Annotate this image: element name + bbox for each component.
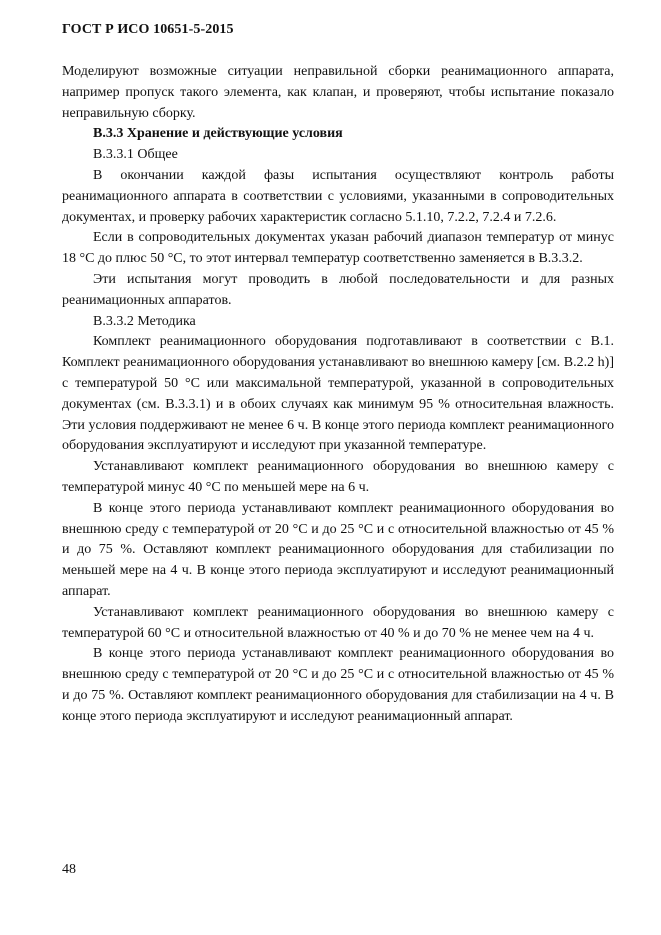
paragraph-stabilize-1: В конце этого периода устанавливают комплект реанимационного оборудования во внешнюю среду с температурой от 20 °С и до 25 °С и с относительной влажностью от 45 % и до 75 %. Оставляют комплект реанимационного оборудования для стабилизации по меньшей мере на 4 ч. В конце этого периода эксплуатируют и исследуют реанимационный аппарат. <box>62 500 614 599</box>
section-heading: В.3.3 Хранение и действующие условия <box>93 126 343 142</box>
paragraph-hot-humid: Комплект реанимационного оборудования подготавливают в соответствии с В.1. Комплект реанимационного оборудования устанавливают во внешнюю камеру [см. В.2.2 h)] с температурой 50 °С или максимальной температурой, указанной в сопроводительных документах (см. В.3.3.1) и в обоих случаях как минимум 95 % относительная влажность. Эти условия поддерживают не менее 6 ч. В конце этого периода комплект реанимационного оборудования эксплуатируют и исследуют при указанной температуре. <box>62 334 614 454</box>
page-number: 48 <box>62 862 76 877</box>
document-standard-id: ГОСТ Р ИСО 10651-5-2015 <box>62 22 234 37</box>
document-body <box>62 62 614 728</box>
paragraph-stabilize-2: В конце этого периода устанавливают комплект реанимационного оборудования во внешнюю среду с температурой от 20 °С и до 25 °С и с относительной влажностью от 45 % и до 75 %. Оставляют комплект реанимационного оборудования для стабилизации на 4 ч. В конце этого периода эксплуатируют и исследуют реанимационный аппарат. <box>62 646 614 724</box>
paragraph-test-order: Эти испытания могут проводить в любой последовательности и для разных реанимационных аппаратов. <box>62 271 614 308</box>
paragraph-hot-dry: Устанавливают комплект реанимационного оборудования во внешнюю камеру с температурой 60 °С и относительной влажностью от 40 % и до 70 % не менее чем на 4 ч. <box>62 604 614 641</box>
subsection-heading-method: В.3.3.2 Методика <box>93 313 196 329</box>
paragraph-temperature-range: Если в сопроводительных документах указан рабочий диапазон температур от минус 18 °С до плюс 50 °С, то этот интервал температур соответственно заменяется в В.3.3.2. <box>62 230 614 267</box>
paragraph-cold: Устанавливают комплект реанимационного оборудования во внешнюю камеру с температурой минус 40 °С по меньшей мере на 6 ч. <box>62 459 614 495</box>
paragraph-assembly-errors: Моделируют возможные ситуации неправильной сборки реанимационного аппарата, например пропуск такого элемента, как клапан, и проверяют, чтобы испытание показало неправильную сборку. <box>62 64 614 121</box>
subsection-heading-general: В.3.3.1 Общее <box>93 147 178 163</box>
paragraph-phase-check: В окончании каждой фазы испытания осуществляют контроль работы реанимационного аппарата в соответствии с условиями, указанными в сопроводительных документах, и проверку рабочих характеристик согласно 5.1.10, 7.2.2, 7.2.4 и 7.2.6. <box>62 167 614 225</box>
